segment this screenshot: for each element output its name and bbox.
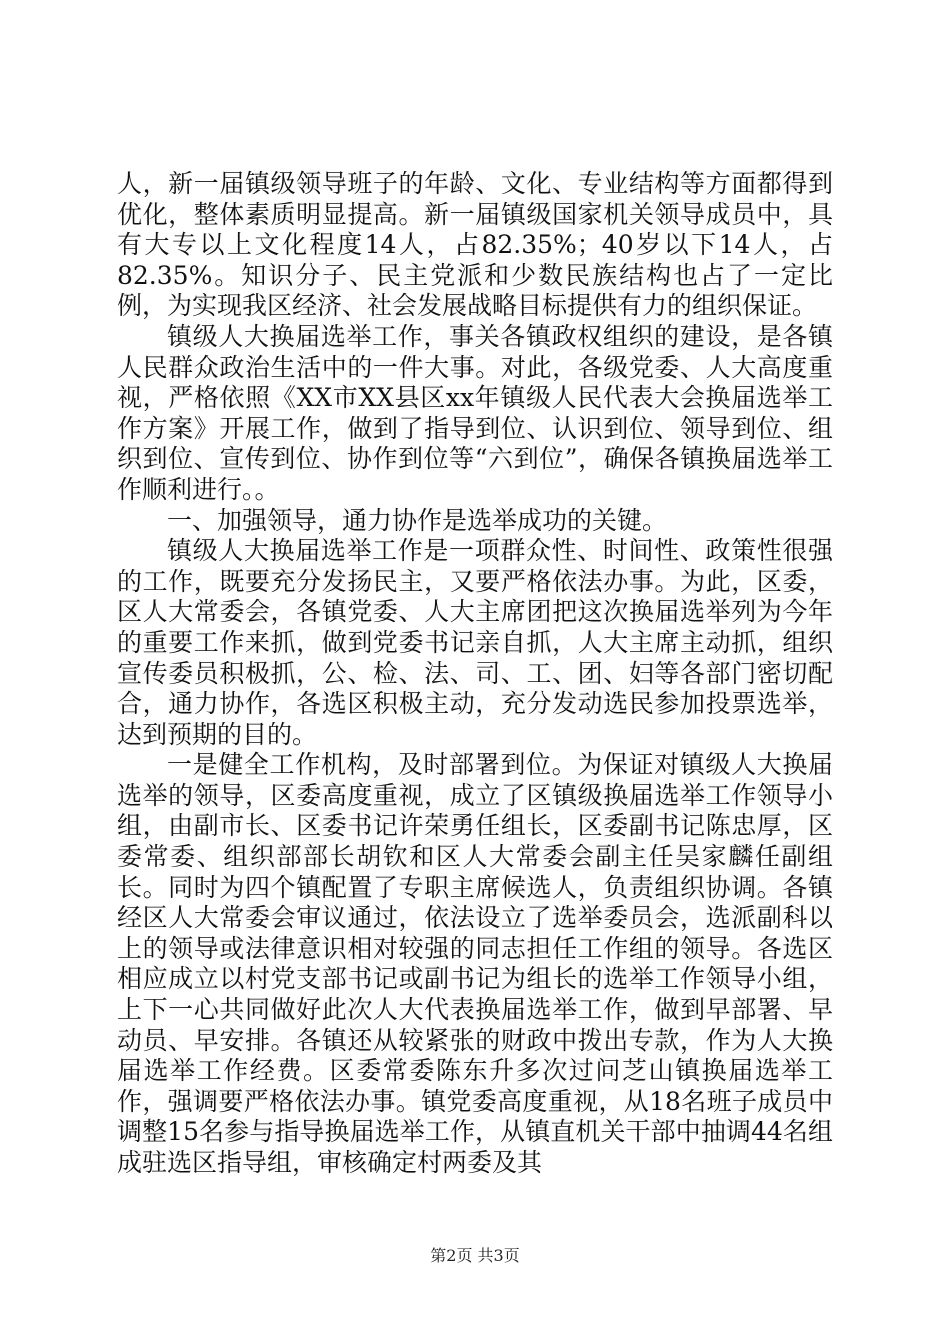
- paragraph-3-heading: 一、加强领导，通力协作是选举成功的关键。: [167, 505, 668, 535]
- paragraph-2: 镇级人大换届选举工作，事关各镇政权组织的建设，是各镇人民群众政治生活中的一件大事。对此，各级党委、人大高度重视，严格依照《XX市XX县区xx年镇级人民代表大会换届选举工作方案》开展工作，做到了指导到位、认识到位、领导到位、组织到位、宣传到位、协作到位等“六到位”，确保各镇换届选举工作顺利进行。。: [117, 321, 833, 504]
- paragraph-5: 一是健全工作机构，及时部署到位。为保证对镇级人大换届选举的领导，区委高度重视，成立了区镇级换届选举工作领导小组，由副市长、区委书记许荣勇任组长，区委副书记陈忠厚，区委常委、组织部部长胡钦和区人大常委会副主任吴家麟任副组长。同时为四个镇配置了专职主席候选人，负责组织协调。各镇经区人大常委会审议通过，依法设立了选举委员会，选派副科以上的领导或法律意识相对较强的同志担任工作组的领导。各选区相应成立以村党支部书记或副书记为组长的选举工作领导小组，上下一心共同做好此次人大代表换届选举工作，做到早部署、早动员、早安排。各镇还从较紧张的财政中拨出专款，作为人大换届选举工作经费。区委常委陈东升多次过问芝山镇换届选举工作，强调要严格依法办事。镇党委高度重视，从18名班子成员中调整15名参与指导换届选举工作，从镇直机关干部中抽调44名组成驻选区指导组，审核确定村两委及其: [117, 750, 833, 1177]
- page-footer: 第2页 共3页: [430, 1246, 520, 1265]
- paragraph-4: 镇级人大换届选举工作是一项群众性、时间性、政策性很强的工作，既要充分发扬民主，又要严格依法办事。为此，区委，区人大常委会，各镇党委、人大主席团把这次换届选举列为今年的重要工作来抓，做到党委书记亲自抓，人大主席主动抓，组织宣传委员积极抓，公、检、法、司、工、团、妇等各部门密切配合，通力协作，各选区积极主动，充分发动选民参加投票选举，达到预期的目的。: [117, 536, 833, 749]
- paragraph-1: 人，新一届镇级领导班子的年龄、文化、专业结构等方面都得到优化，整体素质明显提高。新一届镇级国家机关领导成员中，具有大专以上文化程度14人，占82.35%；40岁以下14人，占82.35%。知识分子、民主党派和少数民族结构也占了一定比例，为实现我区经济、社会发展战略目标提供有力的组织保证。: [117, 169, 833, 321]
- document-body: [117, 169, 833, 1179]
